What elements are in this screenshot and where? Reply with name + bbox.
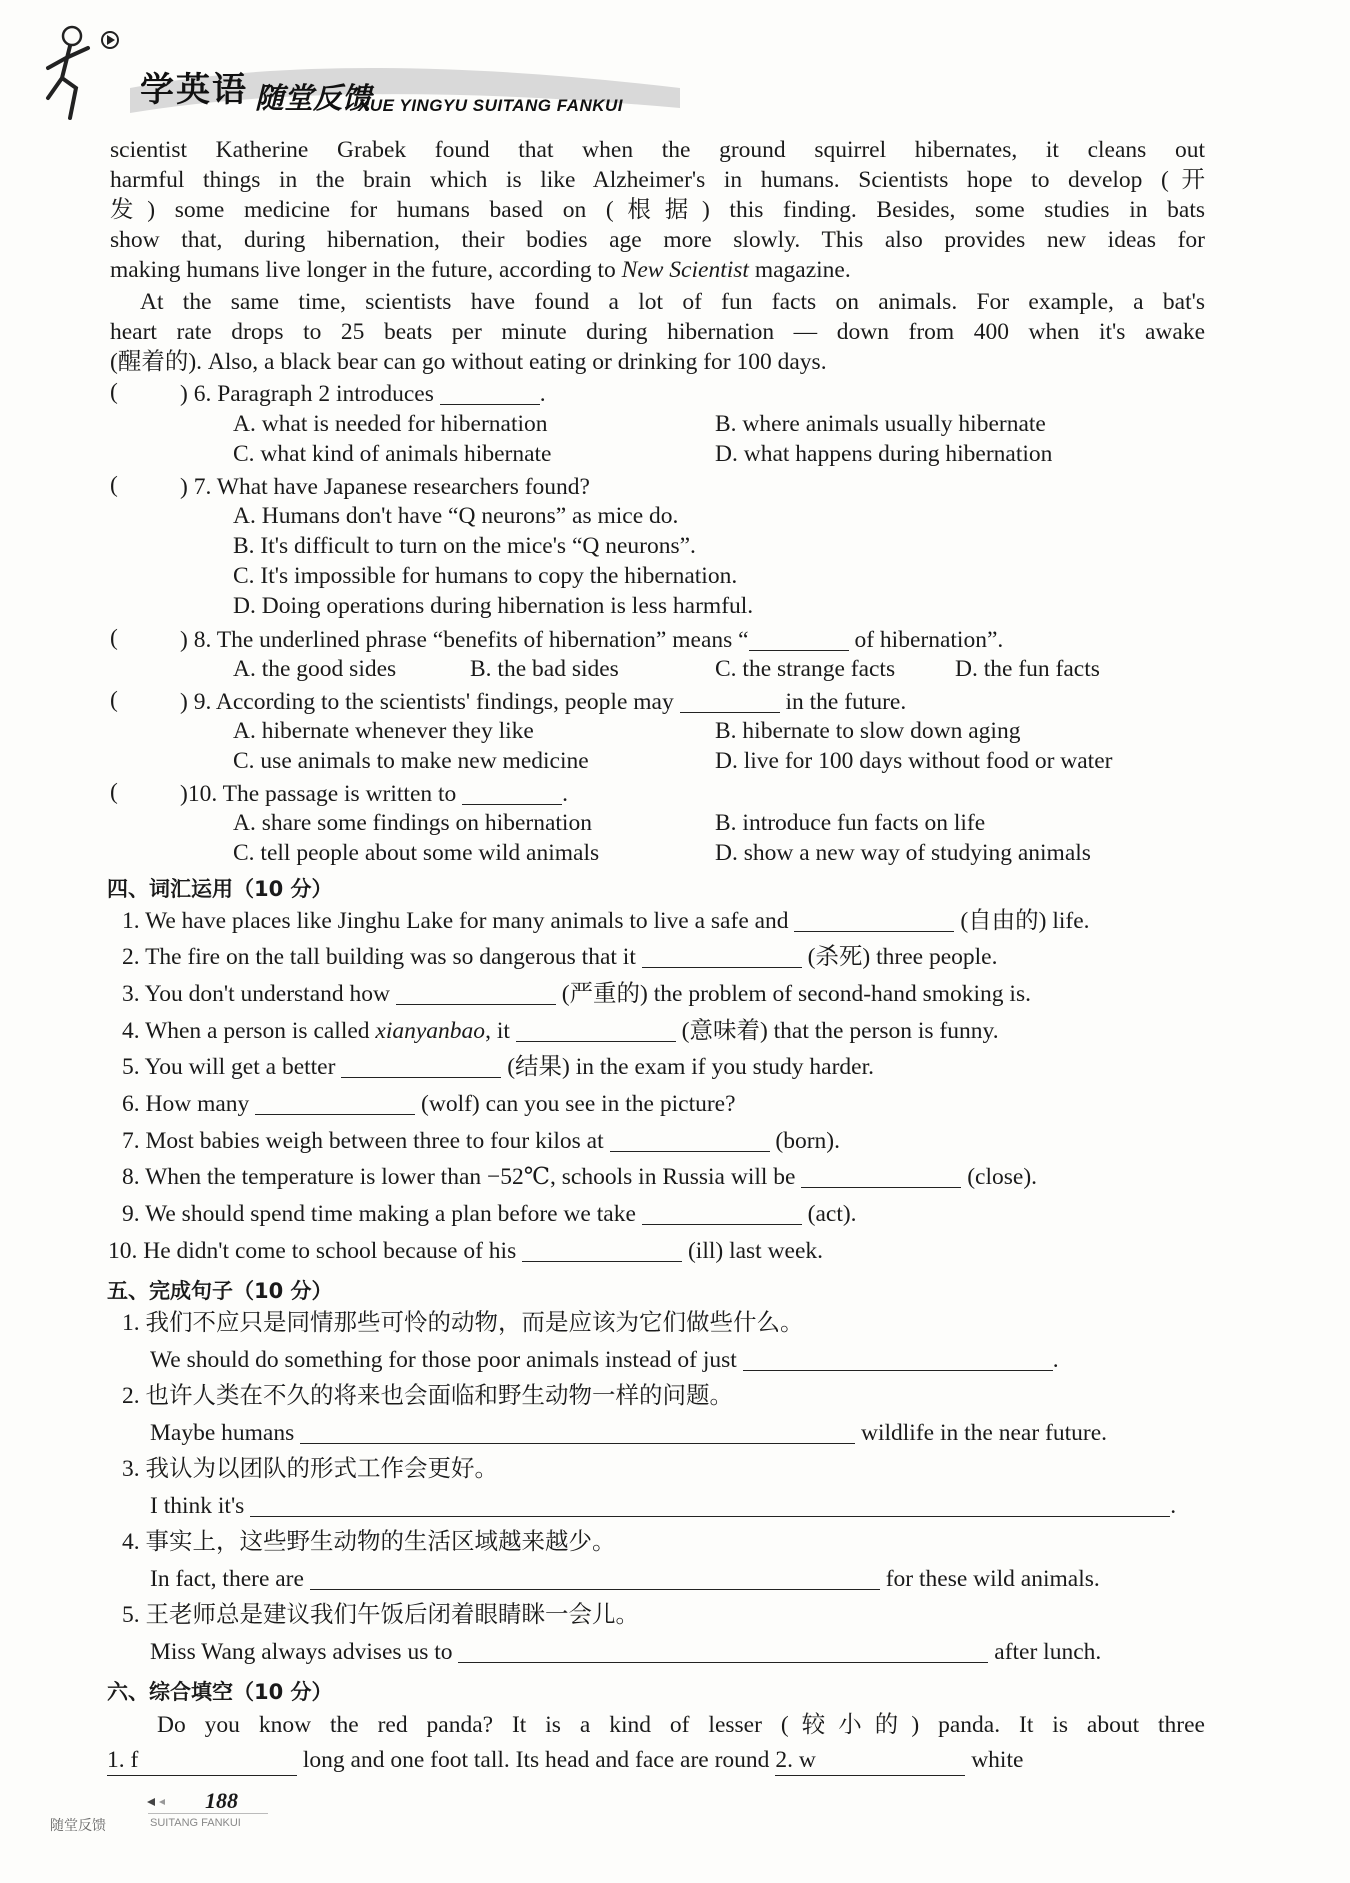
- question-stem: [180, 779, 568, 809]
- passage-text: making humans live longer in the future, according to: [110, 257, 616, 283]
- question-stem: [180, 625, 1003, 655]
- sentence-chinese: 5. 王老师总是建议我们午饭后闭着眼睛眯一会儿。: [122, 1602, 639, 1628]
- item-hint: (自由的) life.: [960, 908, 1090, 934]
- item-text: 2. The fire on the tall building was so dangerous that it: [122, 944, 636, 970]
- option-d: D. the fun facts: [955, 656, 1100, 682]
- option-c: C. It's impossible for humans to copy the hibernation.: [233, 563, 738, 589]
- question-stem: [180, 379, 546, 409]
- answer-blank[interactable]: [396, 980, 556, 1005]
- passage-line: At the same time, scientists have found a lot of fun facts on animals. For example, a bat's: [140, 289, 1205, 315]
- item-hint: (ill) last week.: [687, 1238, 824, 1264]
- item-text: 6. How many: [122, 1091, 250, 1117]
- blank-hint: 1. f: [107, 1747, 139, 1773]
- option-c: C. tell people about some wild animals: [233, 840, 600, 866]
- vocab-item: [122, 1052, 874, 1082]
- question-end: .: [539, 381, 546, 407]
- footer-tag-latin: SUITANG FANKUI: [150, 1817, 241, 1829]
- cloze-text: white: [971, 1747, 1024, 1773]
- item-text: , it: [485, 1018, 510, 1044]
- item-end: .: [1170, 1493, 1177, 1519]
- option-b: B. the bad sides: [470, 656, 619, 682]
- question-text: ) 9. According to the scientists' findings, people may: [180, 689, 674, 715]
- item-end: after lunch.: [994, 1639, 1102, 1665]
- item-hint: (杀死) three people.: [807, 944, 998, 970]
- question-text: ) 6. Paragraph 2 introduces: [180, 381, 434, 407]
- option-a: A. Humans don't have “Q neurons” as mice do.: [233, 503, 679, 529]
- sentence-english: [150, 1345, 1059, 1375]
- option-d: D. what happens during hibernation: [715, 441, 1053, 467]
- passage-line: 发) some medicine for humans based on (根据) this finding. Besides, some studies in bats: [110, 197, 1205, 223]
- sentence-chinese: 2. 也许人类在不久的将来也会面临和野生动物一样的问题。: [122, 1383, 733, 1409]
- option-a: A. the good sides: [233, 656, 397, 682]
- option-a: A. what is needed for hibernation: [233, 411, 548, 437]
- section-title: 四、词汇运用（10 分）: [107, 877, 333, 901]
- vocab-item: [122, 942, 998, 972]
- answer-blank[interactable]: [522, 1237, 682, 1262]
- vocab-item: [122, 1126, 840, 1156]
- passage-line: (醒着的). Also, a black bear can go without eating or drinking for 100 days.: [110, 349, 827, 375]
- item-text: 9. We should spend time making a plan before we take: [122, 1201, 636, 1227]
- vocab-item: [122, 1089, 736, 1119]
- question-end: of hibernation”.: [854, 627, 1004, 653]
- question-text: )10. The passage is written to: [180, 781, 457, 807]
- option-a: A. hibernate whenever they like: [233, 718, 534, 744]
- item-end: for these wild animals.: [885, 1566, 1100, 1592]
- item-text: I think it's: [150, 1493, 245, 1519]
- option-b: B. where animals usually hibernate: [715, 411, 1046, 437]
- item-hint: (结果) in the exam if you study harder.: [507, 1054, 874, 1080]
- sentence-english: [150, 1491, 1176, 1521]
- answer-blank[interactable]: [749, 626, 849, 651]
- arrow-icon: [145, 1795, 175, 1809]
- option-b: B. hibernate to slow down aging: [715, 718, 1021, 744]
- answer-blank[interactable]: [680, 688, 780, 713]
- answer-blank[interactable]: [516, 1017, 676, 1042]
- passage-text: magazine.: [754, 257, 851, 283]
- answer-blank[interactable]: [801, 1163, 961, 1188]
- item-hint: (born).: [775, 1128, 840, 1154]
- item-text: 4. When a person is called: [122, 1018, 370, 1044]
- item-text: Maybe humans: [150, 1420, 295, 1446]
- answer-blank[interactable]: [642, 943, 802, 968]
- answer-blank[interactable]: [310, 1565, 880, 1590]
- item-text: 5. You will get a better: [122, 1054, 336, 1080]
- question-stem: ) 7. What have Japanese researchers found?: [180, 474, 590, 500]
- answer-paren: (: [110, 472, 118, 498]
- item-end: wildlife in the near future.: [861, 1420, 1108, 1446]
- item-text: 7. Most babies weigh between three to four kilos at: [122, 1128, 604, 1154]
- passage-line: harmful things in the brain which is like Alzheimer's in humans. Scientists hope to develop (开: [110, 167, 1205, 193]
- vocab-item: [122, 906, 1090, 936]
- sentence-chinese: 4. 事实上，这些野生动物的生活区域越来越少。: [122, 1529, 616, 1555]
- page-header: [40, 18, 680, 128]
- vocab-item: [122, 1199, 857, 1229]
- answer-blank[interactable]: [743, 1346, 1053, 1371]
- item-hint: (严重的) the problem of second-hand smoking is.: [561, 981, 1031, 1007]
- passage-line: heart rate drops to 25 beats per minute during hibernation — down from 400 when it's awake: [110, 319, 1205, 345]
- section-title: 六、综合填空（10 分）: [107, 1680, 333, 1704]
- question-text: ) 8. The underlined phrase “benefits of hibernation” means “: [180, 627, 749, 653]
- blank-hint: 2. w: [775, 1747, 816, 1773]
- option-d: D. Doing operations during hibernation is less harmful.: [233, 593, 754, 619]
- item-text: We should do something for those poor animals instead of just: [150, 1347, 737, 1373]
- cloze-text: long and one foot tall. Its head and face are round: [302, 1747, 770, 1773]
- item-end: .: [1052, 1347, 1059, 1373]
- magazine-title: New Scientist: [621, 257, 749, 283]
- option-c: C. use animals to make new medicine: [233, 748, 589, 774]
- answer-blank[interactable]: [642, 1200, 802, 1225]
- answer-blank[interactable]: [462, 780, 562, 805]
- answer-blank[interactable]: [440, 380, 540, 405]
- footer-tag: 随堂反馈: [50, 1818, 106, 1834]
- sentence-english: [150, 1637, 1101, 1667]
- vocab-item: [122, 979, 1031, 1009]
- item-hint: (act).: [807, 1201, 857, 1227]
- answer-paren: (: [110, 625, 118, 651]
- answer-blank[interactable]: [255, 1090, 415, 1115]
- sentence-english: [150, 1418, 1107, 1448]
- item-text: 8. When the temperature is lower than −52℃, schools in Russia will be: [122, 1164, 796, 1190]
- answer-blank[interactable]: [300, 1419, 855, 1444]
- header-latin: XUE YINGYU SUITANG FANKUI: [358, 96, 624, 115]
- question-stem: [180, 687, 906, 717]
- section-title: 五、完成句子（10 分）: [107, 1279, 333, 1303]
- question-end: in the future.: [785, 689, 907, 715]
- item-text: 1. We have places like Jinghu Lake for many animals to live a safe and: [122, 908, 789, 934]
- cloze-blank-1[interactable]: [107, 1745, 297, 1776]
- option-d: D. live for 100 days without food or water: [715, 748, 1113, 774]
- answer-paren: (: [110, 779, 118, 805]
- item-text: 3. You don't understand how: [122, 981, 390, 1007]
- question-end: .: [562, 781, 569, 807]
- answer-blank[interactable]: [794, 907, 954, 932]
- answer-paren: (: [110, 687, 118, 713]
- sentence-english: [150, 1564, 1100, 1594]
- option-a: A. share some findings on hibernation: [233, 810, 592, 836]
- answer-blank[interactable]: [250, 1492, 1170, 1517]
- item-text: Miss Wang always advises us to: [150, 1639, 453, 1665]
- item-text: 10. He didn't come to school because of his: [108, 1238, 517, 1264]
- item-hint: (wolf) can you see in the picture?: [421, 1091, 736, 1117]
- option-d: D. show a new way of studying animals: [715, 840, 1091, 866]
- cloze-line: [107, 1745, 1023, 1776]
- page-number: 188: [205, 1788, 238, 1813]
- footer-divider: [148, 1813, 268, 1814]
- vocab-item: [122, 1162, 1037, 1192]
- answer-blank[interactable]: [610, 1127, 770, 1152]
- answer-blank[interactable]: [458, 1638, 988, 1663]
- sentence-chinese: 3. 我认为以团队的形式工作会更好。: [122, 1456, 498, 1482]
- option-c: C. the strange facts: [715, 656, 896, 682]
- passage-line: scientist Katherine Grabek found that when the ground squirrel hibernates, it cleans out: [110, 137, 1205, 163]
- vocab-item: [108, 1236, 823, 1266]
- answer-paren: (: [110, 379, 118, 405]
- sentence-chinese: 1. 我们不应只是同情那些可怜的动物，而是应该为它们做些什么。: [122, 1310, 804, 1336]
- option-b: B. It's difficult to turn on the mice's “Q neurons”.: [233, 533, 696, 559]
- answer-blank[interactable]: [341, 1053, 501, 1078]
- header-title: 学英语: [140, 70, 248, 110]
- cloze-line: Do you know the red panda? It is a kind of lesser (较小的) panda. It is about three: [157, 1712, 1205, 1738]
- header-subtitle: 随堂反馈: [255, 81, 372, 115]
- vocab-item: [122, 1016, 999, 1046]
- option-c: C. what kind of animals hibernate: [233, 441, 552, 467]
- item-hint: (意味着) that the person is funny.: [681, 1018, 999, 1044]
- option-b: B. introduce fun facts on life: [715, 810, 986, 836]
- item-text: In fact, there are: [150, 1566, 304, 1592]
- item-hint: (close).: [967, 1164, 1038, 1190]
- cloze-blank-2[interactable]: [775, 1745, 965, 1776]
- passage-line: show that, during hibernation, their bodies age more slowly. This also provides new ideas for: [110, 227, 1205, 253]
- passage-line: [110, 255, 851, 285]
- item-italic: xianyanbao: [375, 1018, 486, 1044]
